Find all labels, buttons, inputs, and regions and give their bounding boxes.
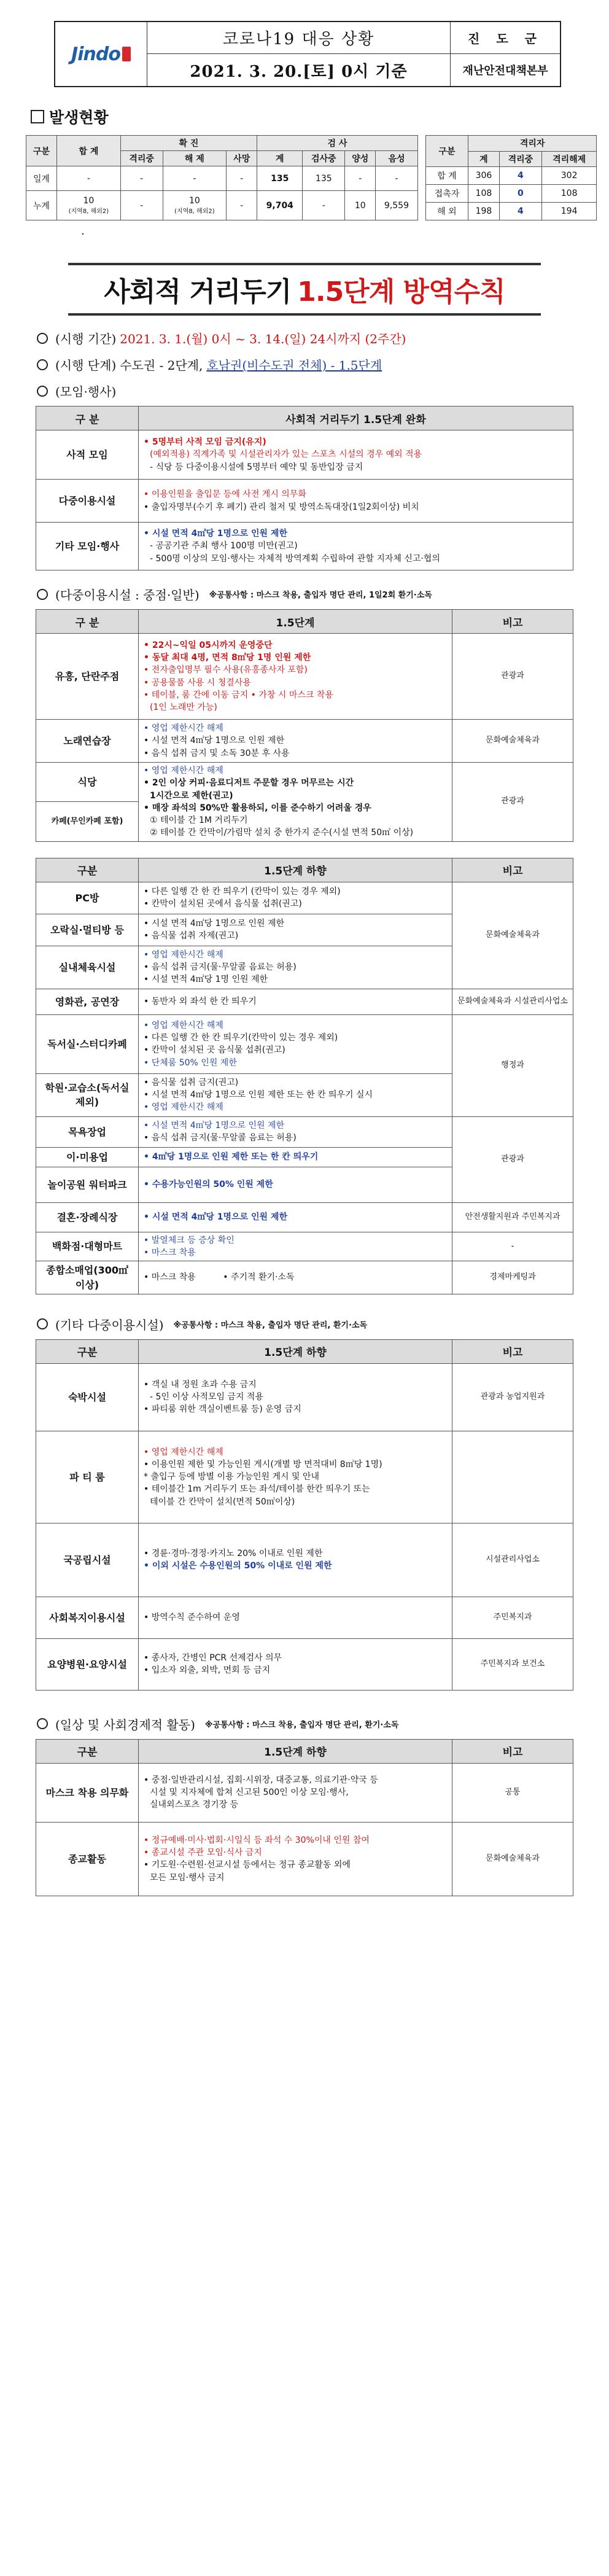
content-line: • 영업 제한시간 해제: [144, 723, 223, 734]
content-line: • 영업 제한시간 해제: [144, 1447, 223, 1457]
circle-bullet-icon: [37, 359, 48, 370]
content-line: • 다른 일행 간 한 칸 띄우기(칸막이 있는 경우 제외): [144, 1032, 338, 1043]
content-line: • 시설 면적 4㎡당 1명 인원 제한: [144, 975, 268, 985]
table-row: [425, 203, 596, 220]
content-line: • 이용인원을 출입문 등에 사전 게시 의무화: [144, 489, 306, 500]
content-line: • 영업 제한시간 해제: [144, 1102, 223, 1113]
row-content: [139, 1167, 452, 1202]
row-remark: 관광과: [452, 1116, 573, 1202]
report-date: 2021. 3. 20.[토] 0시 기준: [190, 62, 408, 81]
content-line: 1시간으로 제한(권고): [150, 790, 233, 801]
cell: 누계: [26, 191, 57, 220]
cell: -: [345, 166, 376, 191]
row-content: [139, 430, 573, 480]
row-content: [139, 1638, 452, 1690]
content-line: - 500명 이상의 모임·행사는 자체적 방역계획 수립하여 관할 지자체 신고·협의: [150, 553, 440, 564]
table-row: [36, 1202, 573, 1232]
row-content: [139, 763, 452, 842]
th-sub: 계: [468, 151, 499, 167]
content-line: • 4㎡당 1명으로 인원 제한 또는 한 칸 띄우기: [144, 1152, 319, 1162]
row-remark: 문화예술체육과: [452, 720, 573, 763]
th-content: 1.5단계 하향: [139, 1339, 452, 1363]
stage-line: [37, 356, 597, 373]
row-remark: 시설관리사업소: [452, 1523, 573, 1597]
content-line: 모든 모임·행사 금지: [150, 1872, 225, 1883]
content-line: • 단체룸 50% 인원 제한: [144, 1057, 237, 1068]
content-line: • 객실 내 정원 초과 수용 금지: [144, 1379, 257, 1390]
th-sub: 격리중: [499, 151, 542, 167]
row-category: 백화점·대형마트: [36, 1232, 139, 1261]
row-category: 학원·교습소(독서실 제외): [36, 1073, 139, 1116]
row-content: [139, 1116, 452, 1147]
content-line: • 테이블, 룸 간에 이동 금지 • 가창 시 마스크 착용: [144, 690, 333, 700]
th-category: 구분: [425, 136, 468, 167]
th-test: 검 사: [257, 136, 417, 151]
row-category: 다중이용시설: [36, 480, 139, 523]
th-sub: 사망: [227, 151, 257, 166]
row-content: [139, 480, 573, 523]
content-line: • 발열체크 등 증상 확인: [144, 1235, 235, 1245]
cell: 135: [257, 166, 303, 191]
org-dept: 재난안전대책본부: [462, 64, 548, 77]
row-category: 마스크 착용 의무화: [36, 1763, 139, 1822]
th-sub: 양성: [345, 151, 376, 166]
row-remark: 안전생활지원과 주민복지과: [452, 1202, 573, 1232]
content-line: • 음식물 섭취 자제(권고): [144, 931, 239, 941]
content-line: • 수용가능인원의 50% 인원 제한: [144, 1180, 273, 1190]
row-content: [139, 1232, 452, 1261]
th-remark: 비고: [452, 1739, 573, 1763]
content-line: • 22시~익일 05시까지 운영중단: [144, 640, 273, 650]
content-line: • 음식 섭취 금지 및 소독 30분 후 사용: [144, 748, 290, 758]
note: (지역8, 해외2): [174, 208, 215, 215]
content-line: • 영업 제한시간 해제: [144, 766, 223, 776]
row-category: 식당: [36, 763, 139, 802]
row-content: [139, 1597, 452, 1638]
table-row: [36, 1116, 573, 1147]
content-line: • 테이블간 1m 거리두기 또는 좌석/테이블 한칸 띄우기 또는: [144, 1484, 370, 1495]
th-content: [139, 407, 573, 430]
content-line: • 2인 이상 커피·음료디저트 주문할 경우 머무르는 시간: [144, 778, 354, 788]
multi-second-table: [36, 858, 573, 1294]
table-row: [36, 1014, 573, 1073]
row-content: [139, 523, 573, 570]
daily-life-table: [36, 1739, 573, 1896]
row-category: 유흥, 단란주점: [36, 634, 139, 720]
table-row: [425, 185, 596, 203]
cell: 302: [542, 167, 597, 185]
row-category: 결혼·장례식장: [36, 1202, 139, 1232]
row-content: [139, 1147, 452, 1167]
row-content: [139, 989, 452, 1014]
content-line: • 방역수칙 준수하여 운영: [144, 1613, 240, 1623]
content-line: • 시설 면적 4㎡당 1명으로 인원 제한: [144, 529, 287, 539]
row-remark: 공통: [452, 1763, 573, 1822]
cell: 306: [468, 167, 499, 185]
table-row: [36, 430, 573, 480]
content-line: • 동달 최대 4명, 면적 8㎡당 1명 인원 제한: [144, 652, 311, 663]
row-remark: 관광과 농업지원과: [452, 1363, 573, 1431]
row-remark: -: [452, 1232, 573, 1261]
period-label: (시행 기간): [55, 332, 117, 346]
th-total: 합 계: [57, 136, 121, 166]
multi-general-line: [37, 585, 597, 603]
row-category: 종교활동: [36, 1822, 139, 1896]
row-category: 영화관, 공연장: [36, 989, 139, 1014]
gathering-label: (모임·행사): [55, 384, 117, 399]
row-content: [139, 1073, 452, 1116]
th-category: 구 분: [36, 610, 139, 634]
other-multi-table: [36, 1339, 573, 1691]
content-line: • 종사자, 간병인 PCR 선제검사 의무: [144, 1652, 282, 1663]
th-category: 구분: [36, 858, 139, 882]
row-category: 실내체육시설: [36, 946, 139, 989]
th-remark: 비고: [452, 1339, 573, 1363]
content-line: • 이용인원 제한 및 가능인원 게시(개별 방 면적대비 8㎡당 1명): [144, 1459, 382, 1469]
cell: 108: [468, 185, 499, 203]
checkbox-square-icon: [31, 110, 44, 123]
row-category: PC방: [36, 882, 139, 914]
cell: 194: [542, 203, 597, 220]
other-multi-label: (기타 다중이용시설): [55, 1317, 164, 1333]
content-line: (예외적용) 직계가족 및 시설관리자가 있는 스포츠 시설의 경우 예외 적용: [150, 449, 422, 460]
table-row: [36, 1638, 573, 1690]
cell: -: [227, 166, 257, 191]
content-line: ② 테이블 간 칸막이/가림막 설치 중 한가지 준수(시설 면적 50㎡ 이상): [150, 828, 414, 838]
row-remark: 문화예술체육과: [452, 1822, 573, 1896]
row-content: [139, 1431, 452, 1523]
gathering-line: [37, 382, 597, 400]
cell: 4: [499, 203, 542, 220]
content-line: • 음식 섭취 금지(물·무알콜 음료는 허용): [144, 1133, 297, 1143]
content-line: * 출입구 등에 방별 이용 가능인원 게시 및 안내: [144, 1472, 320, 1482]
content-line: • 매장 좌석의 50%만 활용하되, 이를 준수하기 어려울 경우: [144, 803, 371, 813]
document-page: [0, 21, 609, 1896]
row-remark: 문화예술체육과: [452, 882, 573, 989]
logo-badge-icon: [122, 47, 131, 61]
cell: -: [163, 166, 227, 191]
th-category: 구분: [36, 1739, 139, 1763]
row-category: 목욕장업: [36, 1116, 139, 1147]
cell: [57, 191, 121, 220]
status-tables: [26, 135, 597, 220]
org-name: 진 도 군: [451, 22, 560, 54]
content-line: • 음식물 섭취 금지(권고): [144, 1077, 239, 1088]
table-row: [36, 1763, 573, 1822]
cell: -: [303, 191, 345, 220]
row-remark: 관광과: [452, 634, 573, 720]
row-category: 놀이공원 워터파크: [36, 1167, 139, 1202]
content-line: • 시설 면적 4㎡당 1명으로 인원 제한: [144, 918, 285, 928]
rules-banner: [68, 263, 541, 316]
row-category: 노래연습장: [36, 720, 139, 763]
content-line: - 5인 이상 사적모임 금지 적용: [150, 1392, 263, 1403]
row-remark: 주민복지과: [452, 1597, 573, 1638]
row-remark: 관광과: [452, 763, 573, 842]
content-line: - 공공기관 주최 행사 100명 미만(권고): [150, 541, 298, 551]
content-line: • 경륜·경마·경정·카지노 20% 이내로 인원 제한: [144, 1548, 323, 1558]
row-category: 오락실·멀티방 등: [36, 914, 139, 946]
circle-bullet-icon: [37, 1718, 48, 1729]
note: (지역8, 해외2): [68, 208, 109, 215]
th-category: 구분: [36, 1339, 139, 1363]
table-row: [425, 167, 596, 185]
content-line: • 동반자 외 좌석 한 칸 띄우기: [144, 997, 257, 1007]
content-line: • 시설 면적 4㎡당 1명으로 인원 제한 또는 한 칸 띄우기 실시: [144, 1090, 373, 1100]
row-content: [139, 1822, 452, 1896]
content-line: 테이블 간 칸막이 설치(면적 50㎡이상): [150, 1496, 295, 1507]
multi-general-label: (다중이용시설 : 중점·일반): [55, 588, 200, 602]
daily-life-line: [37, 1715, 597, 1733]
table-row: [36, 523, 573, 570]
circle-bullet-icon: [37, 589, 48, 600]
th-sub: 격리해제: [542, 151, 597, 167]
cell: 9,704: [257, 191, 303, 220]
row-content: [139, 1363, 452, 1431]
row-content: [139, 1202, 452, 1232]
cell: 0: [499, 185, 542, 203]
th-category: 구 분: [36, 407, 139, 430]
report-title: 코로나19 대응 상황: [147, 22, 450, 54]
row-category: 사회복지이용시설: [36, 1597, 139, 1638]
circle-bullet-icon: [37, 333, 48, 344]
row-category: 요양병원·요양시설: [36, 1638, 139, 1690]
cell: 합 계: [425, 167, 468, 185]
content-line: • 다른 일행 간 한 칸 띄우기 (칸막이 있는 경우 제외): [144, 886, 341, 897]
cell: [163, 191, 227, 220]
table-row: [26, 166, 418, 191]
row-content: [139, 1763, 452, 1822]
cell: -: [120, 191, 163, 220]
row-remark: 주민복지과 보건소: [452, 1638, 573, 1690]
content-line: ① 테이블 간 1M 거리두기: [150, 815, 248, 826]
content-line: • 5명부터 사적 모임 금지(유지): [144, 437, 266, 448]
content-line: • 시설 면적 4㎡당 1명으로 인원 제한: [144, 1120, 285, 1130]
stage-prefix: 수도권 - 2단계,: [120, 358, 203, 373]
multi-general-note: ※공통사항 : 마스크 착용, 출입자 명단 관리, 1일2회 환기·소독: [209, 591, 432, 600]
table-row: [26, 191, 418, 220]
th-content: 1.5단계: [139, 610, 452, 634]
content-line: • 파티룸 위한 객실이벤트룸 등) 운영 금지: [144, 1404, 301, 1415]
th-remark: 비고: [452, 610, 573, 634]
row-content: [139, 1261, 452, 1294]
row-remark: 문화예술체육과 시설관리사업소: [452, 989, 573, 1014]
cell: -: [227, 191, 257, 220]
th-sub: 격리중: [120, 151, 163, 166]
content-line: • 마스크 착용 • 주기적 환기·소독: [144, 1272, 295, 1283]
cell: 198: [468, 203, 499, 220]
banner-part1: 사회적 거리두기: [104, 276, 292, 308]
cell: 9,559: [376, 191, 417, 220]
table-row: [36, 882, 573, 914]
content-line: 실내외스포츠 경기장 등: [150, 1800, 239, 1810]
row-content: [139, 720, 452, 763]
logo-text: Jindo: [71, 43, 120, 65]
bullet-dot: ·: [81, 228, 85, 241]
content-line: • 공용물품 사용 시 청결사용: [144, 677, 251, 688]
table-row: [36, 1261, 573, 1294]
status-section-title: [31, 106, 597, 128]
table-row: [36, 1363, 573, 1431]
stage-value: 호남권(비수도권 전체) - 1.5단계: [206, 358, 382, 373]
row-category: 파 티 룸: [36, 1431, 139, 1523]
header-org-block: [451, 22, 560, 86]
table-row: [36, 720, 573, 763]
th-sub: 계: [257, 151, 303, 166]
cell: -: [120, 166, 163, 191]
th-content: 1.5단계 하향: [139, 1739, 452, 1763]
content-line: • 영업 제한시간 해제: [144, 1020, 223, 1030]
content-line: • 칸막이 설치된 곳에서 음식물 섭취(권고): [144, 899, 302, 909]
value: 10: [83, 196, 95, 206]
content-line: • 정규예배·미사·법회·시일식 등 좌석 수 30%이내 인원 참여: [144, 1835, 370, 1845]
row-content: [139, 914, 452, 946]
content-line: • 기도원·수련원·선교시설 등에서는 정규 종교활동 외에: [144, 1860, 351, 1870]
content-line: • 시설 면적 4㎡당 1명으로 인원 제한: [144, 1212, 287, 1223]
content-line: • 종교시설 주관 모임·식사 금지: [144, 1847, 262, 1858]
content-line: • 영업 제한시간 해제: [144, 949, 223, 960]
th-content: 1.5단계 하향: [139, 858, 452, 882]
table-row: [36, 1523, 573, 1597]
cell: 108: [542, 185, 597, 203]
content-line: (1인 노래만 가능): [150, 702, 217, 713]
cell: 일계: [26, 166, 57, 191]
cell: -: [57, 166, 121, 191]
jindo-logo: [55, 22, 147, 86]
th-sub: 음성: [376, 151, 417, 166]
quarantine-table: [425, 135, 597, 220]
th-sub: 검사중: [303, 151, 345, 166]
cell: 접촉자: [425, 185, 468, 203]
table-row: [36, 1822, 573, 1896]
content-line: • 음식 섭취 금지(물·무알콜 음료는 허용): [144, 962, 297, 973]
content-line: • 시설 면적 4㎡당 1명으로 인원 제한: [144, 736, 285, 746]
period-line: [37, 329, 597, 347]
stage-label: (시행 단계): [55, 358, 117, 373]
other-multi-line: [37, 1315, 597, 1333]
th-category: 구분: [26, 136, 57, 166]
row-remark: [452, 1431, 573, 1523]
header-title-block: [147, 22, 451, 86]
row-category: 이·미용업: [36, 1147, 139, 1167]
other-multi-note: ※공통사항 : 마스크 착용, 출입자 명단 관리, 환기·소독: [173, 1320, 368, 1330]
multi-general-table: [36, 609, 573, 842]
status-title-text: 발생현황: [49, 109, 109, 126]
content-line: • 전자출입명부 필수 사용(유흥종사자 포함): [144, 665, 308, 675]
row-category: 종합소매업(300㎡ 이상): [36, 1261, 139, 1294]
table-row: [36, 1597, 573, 1638]
gathering-table: [36, 406, 573, 570]
th-quarantine: 격리자: [468, 136, 597, 152]
table-row: [36, 763, 573, 802]
daily-life-label: (일상 및 사회경제적 활동): [55, 1717, 195, 1732]
cell: 해 외: [425, 203, 468, 220]
value: 10: [188, 196, 200, 206]
cell: -: [376, 166, 417, 191]
content-line: 시설 및 지자체에 합쳐 신고된 500인 이상 모임·행사,: [150, 1788, 349, 1798]
th-sub: 해 제: [163, 151, 227, 166]
table-row: [36, 1431, 573, 1523]
row-category: 독서실·스터디카페: [36, 1014, 139, 1073]
table-row: [36, 989, 573, 1014]
row-category: 기타 모임·행사: [36, 523, 139, 570]
daily-life-note: ※공통사항 : 마스크 착용, 출입자 명단 관리, 환기·소독: [204, 1720, 399, 1730]
row-content: [139, 634, 452, 720]
row-remark: 행정과: [452, 1014, 573, 1116]
th-content-text: 사회적 거리두기 1.5단계 완화: [285, 413, 426, 426]
content-line: • 입소자 외출, 외박, 면회 등 금지: [144, 1665, 271, 1676]
th-remark: 비고: [452, 858, 573, 882]
content-line: • 중점·일반관리시설, 집회·시위장, 대중교통, 의료기관·약국 등: [144, 1775, 378, 1785]
row-category: 사적 모임: [36, 430, 139, 480]
th-confirmed: 확 진: [120, 136, 257, 151]
content-line: • 이외 시설은 수용인원의 50% 이내로 인원 제한: [144, 1561, 332, 1571]
cell: 10: [345, 191, 376, 220]
row-remark: 경제마케팅과: [452, 1261, 573, 1294]
content-line: • 출입자명부(수기 후 폐기) 관리 철저 및 방역소독대장(1일2회이상) 비치: [144, 502, 419, 512]
period-value: 2021. 3. 1.(월) 0시 ~ 3. 14.(일) 24시까지 (2주간): [120, 332, 406, 346]
cell: 135: [303, 166, 345, 191]
row-category: 숙박시설: [36, 1363, 139, 1431]
report-header: [54, 21, 561, 87]
row-content: [139, 1523, 452, 1597]
table-row: [36, 480, 573, 523]
circle-bullet-icon: [37, 1318, 48, 1329]
table-row: [36, 1232, 573, 1261]
circle-bullet-icon: [37, 386, 48, 397]
content-line: • 칸막이 설치된 곳 음식물 섭취(권고): [144, 1045, 285, 1056]
row-content: [139, 882, 452, 914]
content-line: - 식당 등 다중이용시설에 5명부터 예약 및 동반입장 금지: [150, 462, 363, 472]
content-line: • 마스크 착용: [144, 1248, 196, 1258]
cell: 4: [499, 167, 542, 185]
row-category: 국공립시설: [36, 1523, 139, 1597]
banner-part2: 1.5단계 방역수칙: [297, 276, 505, 308]
table-row: [36, 634, 573, 720]
confirmed-test-table: [26, 135, 418, 220]
row-category: 카페(무인카페 포함): [36, 802, 139, 841]
row-content: [139, 1014, 452, 1073]
row-content: [139, 946, 452, 989]
